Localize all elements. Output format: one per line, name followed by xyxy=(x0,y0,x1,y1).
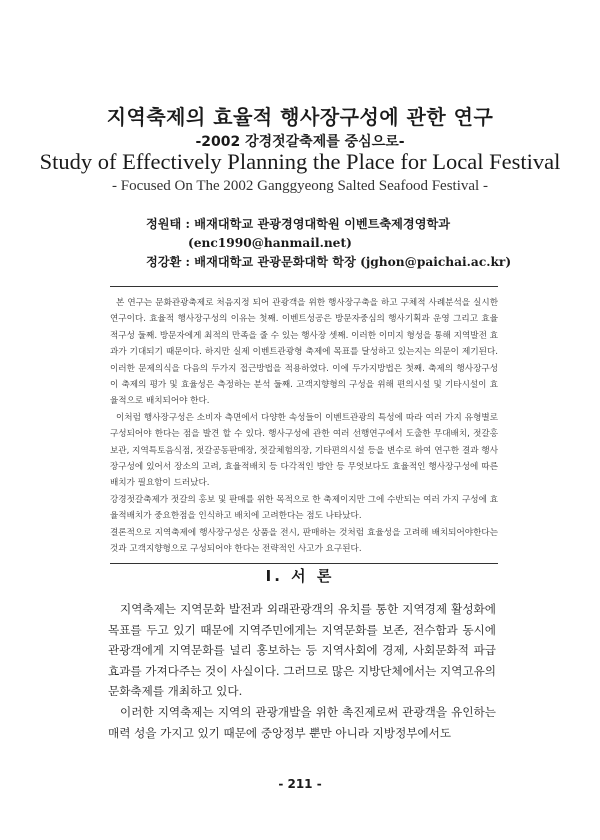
paper-subtitle-english: - Focused On The 2002 Ganggyeong Salted Seafood Festival - xyxy=(112,178,488,194)
abstract-box xyxy=(110,286,498,564)
author-line-second: 정강환 : 배재대학교 관광문화대학 학장 (jghon@paichai.ac.kr) xyxy=(146,255,512,269)
abstract-paragraph: 본 연구는 문화관광축제로 처음지정 되어 관광객을 위한 행사장구축을 하고 구체적 사례분석을 실시한 연구이다. 효율적 행사장구성의 이유는 첫째. 이벤트성공은 방문자중심의 행사기획과 운영 그리고 효율적구성 둘째. 방문자에게 최적의 만족을 줄 수 있는 행사장 셋째. 이러한 이미지 형성을 통해 지역발전 효과가 기대되기 때문이다. 하지만 실제 이벤트관광형 축제에 목표를 달성하고 있는지는 의문이 제기된다. 이러한 문제의식을 다음의 두가지 접근방법을 적용하였다. 이에 두가지방법은 첫째. 축제의 행사장구성이 축제의 평가 및 효율성은 측정하는 분석 둘째. 고객지향형의 구성을 위해 편의시설 및 기타시설이 효율적으로 배치되어야 한다. xyxy=(110,298,498,407)
page-number: - 211 - xyxy=(278,777,322,791)
author-line-first: 정원태 : 배재대학교 관광경영대학원 이벤트축제경영학과 xyxy=(146,217,451,231)
body-paragraph: 지역축제는 지역문화 발전과 외래관광객의 유치를 통한 지역경제 활성화에 목표를 두고 있기 때문에 지역주민에게는 지역문화를 보존, 전수함과 동시에 관광객에게 지역문화를 널리 홍보하는 등 지역사회에 경제, 사회문화적 파급효과를 가져다주는 것이 사실이다. 그러므로 많은 지방단체에서는 지역고유의 문화축제를 개최하고 있다. xyxy=(108,602,496,699)
author-block xyxy=(146,215,511,272)
paper-subtitle-korean: -2002 강경젓갈축제를 중심으로- xyxy=(195,134,405,150)
abstract-paragraph: 강경젓갈축제가 젓갈의 홍보 및 판매를 위한 목적으로 한 축제이지만 그에 수반되는 여러 가지 구성에 효율적배치가 중요한점을 인식하고 배치에 고려한다는 점도 나타났다. xyxy=(110,494,498,522)
paper-title-english: Study of Effectively Planning the Place for Local Festival xyxy=(39,149,561,174)
body-paragraph: 이러한 지역축제는 지역의 관광개발을 위한 촉진제로써 관광객을 유인하는 매력 성을 가지고 있기 때문에 중앙정부 뿐만 아니라 지방정부에서도 xyxy=(108,704,496,740)
abstract-paragraph: 결론적으로 지역축제에 행사장구성은 상품을 전시, 판매하는 것처럼 효율성을 고려해 배치되어야한다는 것과 고객지향형으로 구성되어야 한다는 전략적인 사고가 요구된다. xyxy=(110,527,498,555)
body-text xyxy=(108,599,496,743)
section-heading-introduction: Ⅰ. 서 론 xyxy=(265,567,335,585)
paper-title-korean: 지역축제의 효율적 행사장구성에 관한 연구 xyxy=(106,105,494,129)
abstract-paragraph: 이처럼 행사장구성은 소비자 측면에서 다양한 속성들이 이벤트관광의 특성에 따라 여러 가지 유형별로 구성되어야 한다는 점을 발견 할 수 있다. 행사구성에 관한 여러 선행연구에서 도출한 무대배치, 젓갈홍보관, 지역특토음식점, 젓갈공동판매장, 젓갈체험의장, 기타편의시설 등을 변수로 하여 연구한 결과 행사장구성에 있어서 장소의 고려, 효율적배치 등 다각적인 방안 등 무엇보다도 효율적인 행사장구성에 따른 배치가 필요함이 드러났다. xyxy=(110,412,498,489)
author-email-first[interactable]: (enc1990@hanmail.net) xyxy=(188,236,352,250)
